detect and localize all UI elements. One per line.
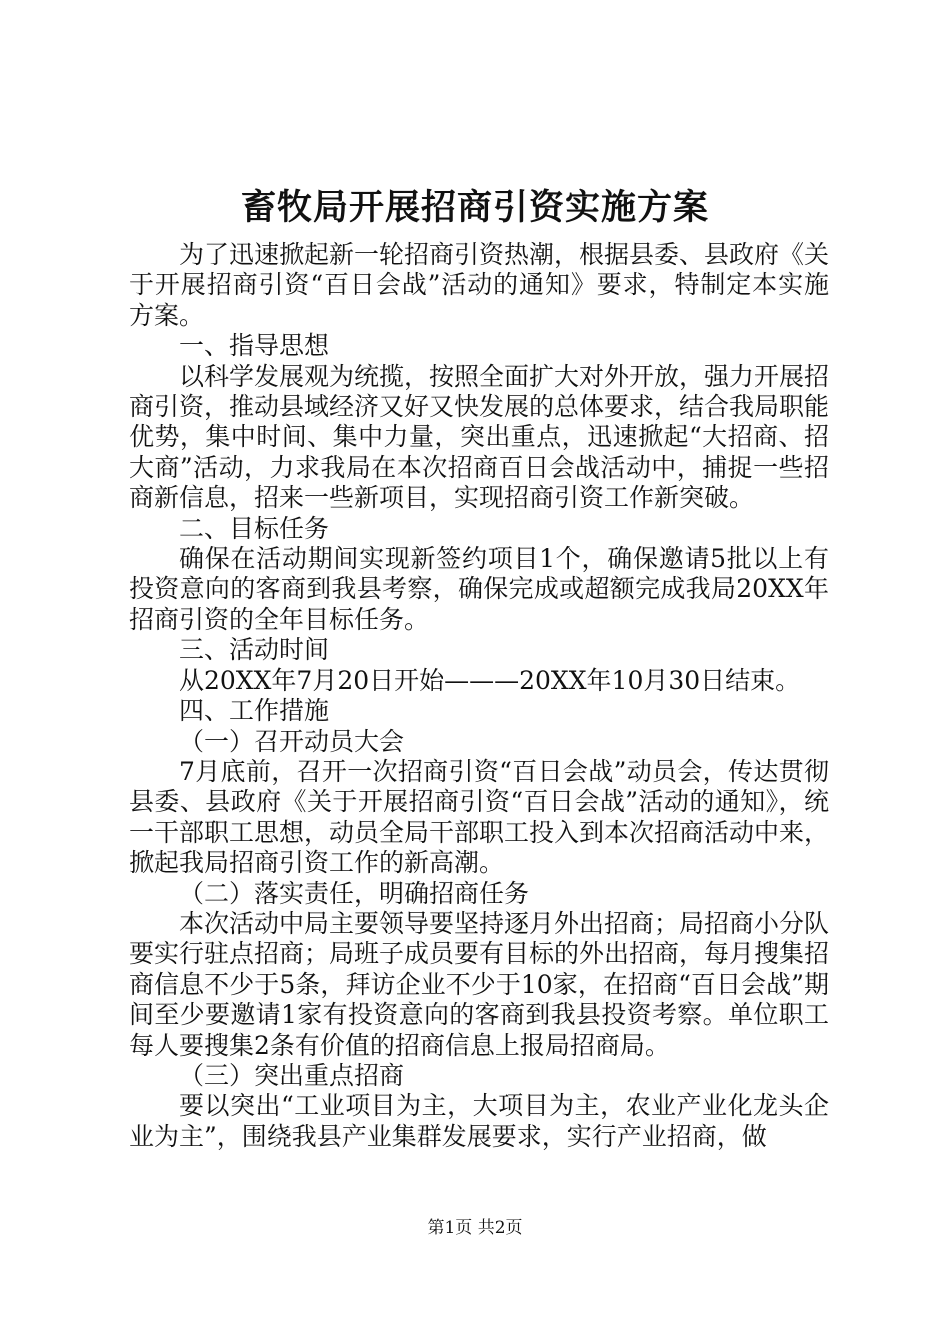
intro-paragraph: 为了迅速掀起新一轮招商引资热潮，根据县委、县政府《关于开展招商引资“百日会战”活动的通知》要求，特制定本实施方案。 xyxy=(129,240,830,330)
subsection-heading-mobilization: （一）召开动员大会 xyxy=(179,726,405,756)
mobilization-paragraph: 7月底前，召开一次招商引资“百日会战”动员会，传达贯彻县委、县政府《关于开展招商引资“百日会战”活动的通知》，统一干部职工思想，动员全局干部职工投入到本次招商活动中来，掀起我局招商引资工作的新高潮。 xyxy=(129,756,830,878)
document-body xyxy=(129,240,829,1152)
section-heading-activity-time: 三、活动时间 xyxy=(179,635,330,665)
document-title: 畜牧局开展招商引资实施方案 xyxy=(240,187,709,228)
key-investment-paragraph: 要以突出“工业项目为主，大项目为主，农业产业化龙头企业为主”，围绕我县产业集群发展要求，实行产业招商，做 xyxy=(129,1091,829,1151)
section-heading-goals: 二、目标任务 xyxy=(179,513,330,543)
subsection-heading-responsibility: （二）落实责任，明确招商任务 xyxy=(179,878,530,908)
responsibility-paragraph: 本次活动中局主要领导要坚持逐月外出招商；局招商小分队要实行驻点招商；局班子成员要有目标的外出招商，每月搜集招商信息不少于5条，拜访企业不少于10家，在招商“百日会战”期间至少要邀请1家有投资意向的客商到我县投资考察。单位职工每人要搜集2条有价值的招商信息上报局招商局。 xyxy=(129,908,830,1060)
subsection-heading-key-investment: （三）突出重点招商 xyxy=(179,1060,405,1090)
activity-time-paragraph: 从20XX年7月20日开始———20XX年10月30日结束。 xyxy=(179,665,801,695)
guiding-ideology-paragraph: 以科学发展观为统揽，按照全面扩大对外开放，强力开展招商引资，推动县域经济又好又快发展的总体要求，结合我局职能优势，集中时间、集中力量，突出重点，迅速掀起“大招商、招大商”活动，力求我局在本次招商百日会战活动中，捕捉一些招商新信息，招来一些新项目，实现招商引资工作新突破。 xyxy=(129,361,830,513)
goals-paragraph: 确保在活动期间实现新签约项目1个，确保邀请5批以上有投资意向的客商到我县考察，确保完成或超额完成我局20XX年招商引资的全年目标任务。 xyxy=(129,544,829,634)
section-heading-work-measures: 四、工作措施 xyxy=(179,696,330,726)
page-footer: 第1页 共2页 xyxy=(427,1218,523,1238)
section-heading-guiding-ideology: 一、指导思想 xyxy=(179,331,330,361)
